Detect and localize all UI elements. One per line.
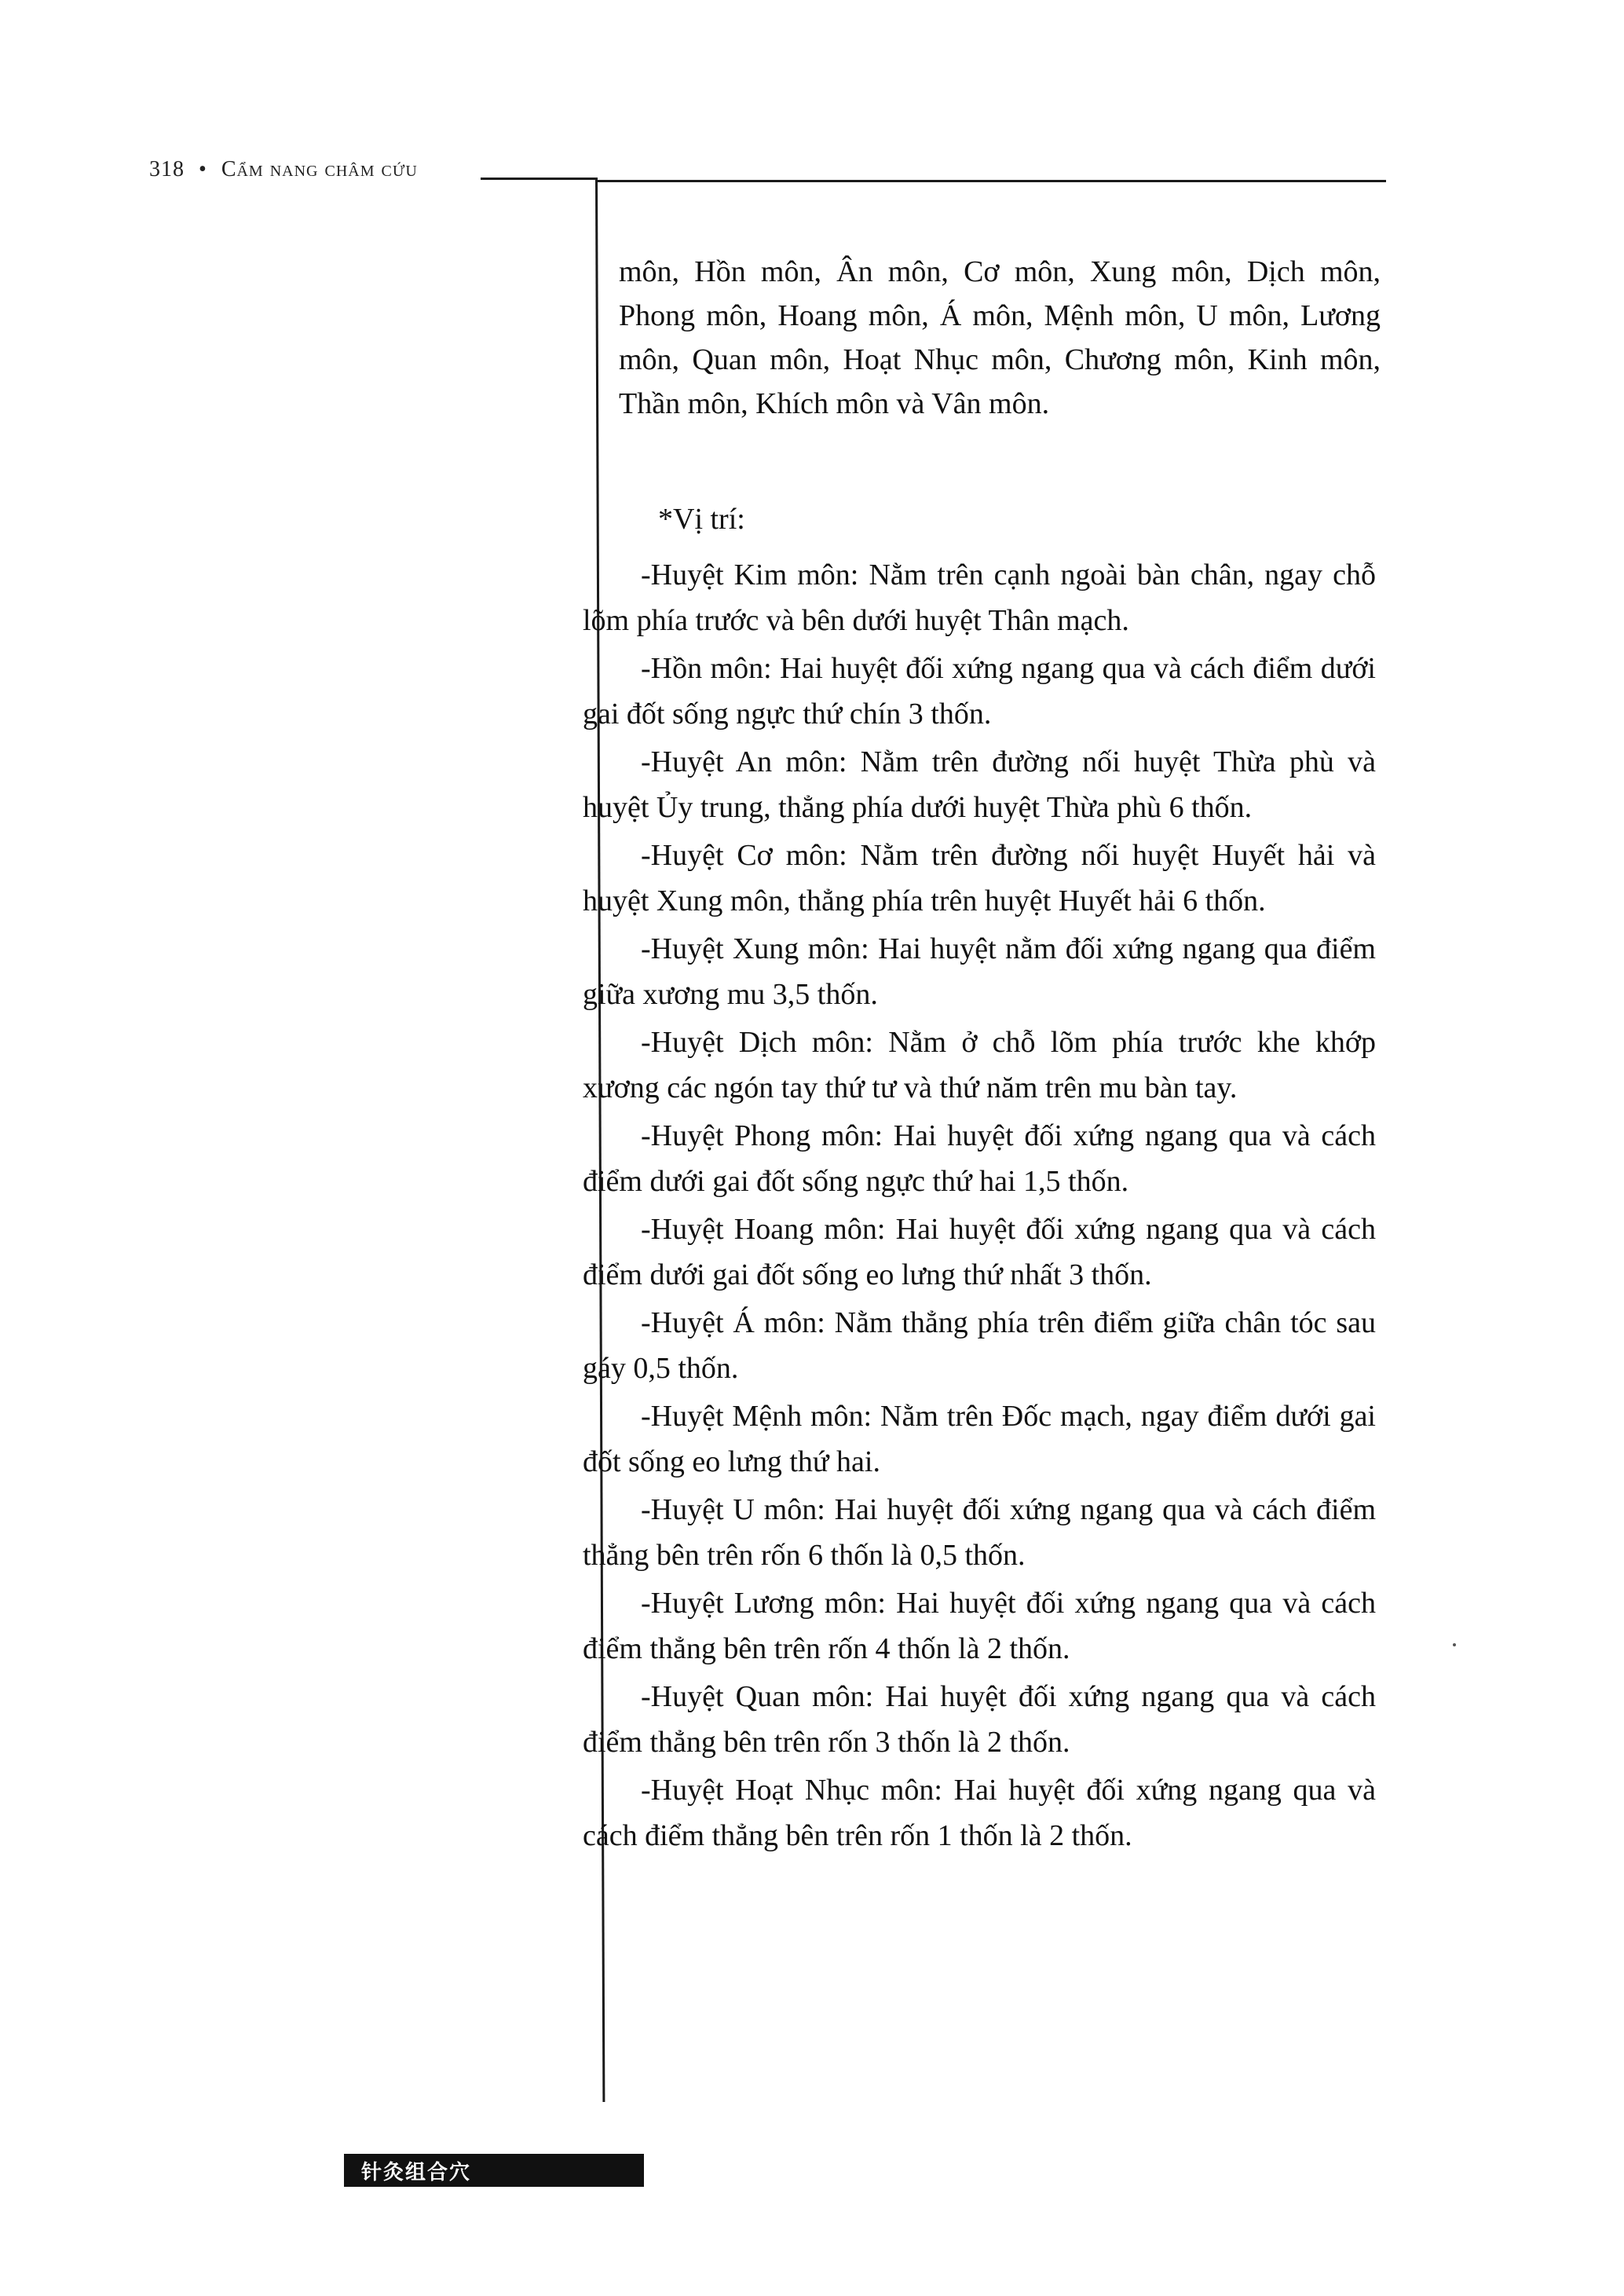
paragraph: -Huyệt Kim môn: Nằm trên cạnh ngoài bàn chân, ngay chỗ lõm phía trước và bên dưới huyệt Thân mạch.	[583, 558, 1376, 637]
paragraph: -Huyệt Hoạt Nhục môn: Hai huyệt đối xứng ngang qua và cách điểm thẳng bên trên rốn 1 thốn là 2 thốn.	[583, 1773, 1376, 1852]
body-text	[583, 496, 1376, 1861]
paragraph: -Huyệt Cơ môn: Nằm trên đường nối huyệt Huyết hải và huyệt Xung môn, thẳng phía trên huyệt Huyết hải 6 thốn.	[583, 838, 1376, 917]
header-bullet: •	[199, 157, 207, 181]
paragraph: -Huyệt U môn: Hai huyệt đối xứng ngang qua và cách điểm thẳng bên trên rốn 6 thốn là 0,5 thốn.	[583, 1492, 1376, 1572]
header-rule-left	[481, 178, 597, 180]
paragraph: -Huyệt Mệnh môn: Nằm trên Đốc mạch, ngay điểm dưới gai đốt sống eo lưng thứ hai.	[583, 1399, 1376, 1478]
paragraph: -Huyệt Phong môn: Hai huyệt đối xứng ngang qua và cách điểm dưới gai đốt sống ngực thứ hai 1,5 thốn.	[583, 1119, 1376, 1198]
book-title: Cẩm nang châm cứu	[221, 157, 418, 181]
paragraph: -Huyệt An môn: Nằm trên đường nối huyệt Thừa phù và huyệt Ủy trung, thẳng phía dưới huyệt Thừa phù 6 thốn.	[583, 745, 1376, 824]
footer-tab-label: 针灸组合穴	[361, 2160, 472, 2184]
paragraph: -Huyệt Quan môn: Hai huyệt đối xứng ngang qua và cách điểm thẳng bên trên rốn 3 thốn là 2 thốn.	[583, 1679, 1376, 1759]
paragraph: -Huyệt Dịch môn: Nằm ở chỗ lõm phía trước khe khớp xương các ngón tay thứ tư và thứ năm trên mu bàn tay.	[583, 1025, 1376, 1104]
paragraph: -Huyệt Hoang môn: Hai huyệt đối xứng ngang qua và cách điểm dưới gai đốt sống eo lưng thứ nhất 3 thốn.	[583, 1212, 1376, 1291]
section-heading: *Vị trí:	[658, 503, 745, 536]
paragraph: -Huyệt Xung môn: Hai huyệt nằm đối xứng ngang qua điểm giữa xương mu 3,5 thốn.	[583, 932, 1376, 1011]
header-rule-right	[597, 180, 1386, 182]
intro-paragraph: môn, Hồn môn, Ân môn, Cơ môn, Xung môn, Dịch môn, Phong môn, Hoang môn, Á môn, Mệnh môn, U môn, Lương môn, Quan môn, Hoạt Nhục môn, Chương môn, Kinh môn, Thần môn, Khích môn và Vân môn.	[619, 255, 1381, 420]
footer-ornament	[550, 2149, 660, 2188]
scan-speck	[1453, 1643, 1456, 1646]
paragraph: -Huyệt Lương môn: Hai huyệt đối xứng ngang qua và cách điểm thẳng bên trên rốn 4 thốn là 2 thốn.	[583, 1586, 1376, 1665]
paragraph: -Hồn môn: Hai huyệt đối xứng ngang qua và cách điểm dưới gai đốt sống ngực thứ chín 3 thốn.	[583, 651, 1376, 731]
page-number: 318	[149, 157, 185, 181]
running-header	[149, 157, 418, 182]
paragraph: -Huyệt Á môn: Nằm thẳng phía trên điểm giữa chân tóc sau gáy 0,5 thốn.	[583, 1305, 1376, 1385]
